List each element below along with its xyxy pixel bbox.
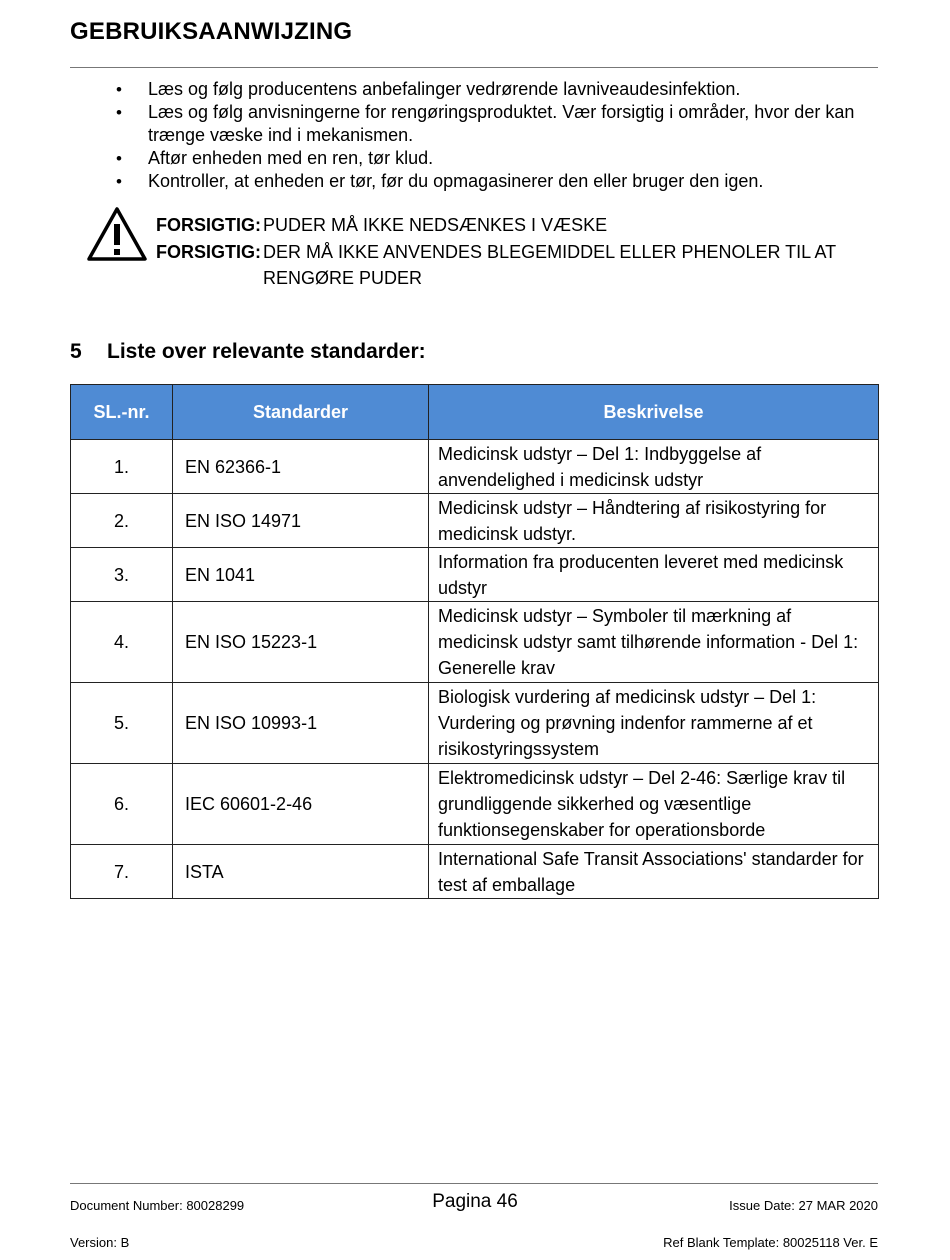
section-number: 5 — [70, 340, 82, 363]
table-row — [71, 440, 879, 494]
table-row — [71, 548, 879, 602]
row-standard: IEC 60601-2-46 — [173, 764, 429, 845]
row-number: 2. — [71, 494, 173, 548]
column-header-description: Beskrivelse — [429, 385, 879, 440]
cleaning-instructions-list — [110, 78, 878, 193]
version: Version: B — [70, 1235, 130, 1250]
row-description: Elektromedicinsk udstyr – Del 2-46: Særlige krav til grundliggende sikkerhed og væsentlige funktionsegenskaber for operationsborde — [429, 764, 879, 845]
row-description: Medicinsk udstyr – Håndtering af risikostyring for medicinsk udstyr. — [429, 494, 879, 548]
list-item: • Læs og følg anvisningerne for rengøringsproduktet. Vær forsigtig i områder, hvor der kan trænge væske ind i mekanismen. — [110, 101, 878, 147]
row-number: 1. — [71, 440, 173, 494]
footer-divider — [70, 1183, 878, 1184]
table-row — [71, 764, 879, 845]
header-divider — [70, 67, 878, 68]
section-title: Liste over relevante standarder: — [107, 340, 426, 363]
table-row — [71, 602, 879, 683]
column-header-standard: Standarder — [173, 385, 429, 440]
page-title: GEBRUIKSAANWIJZING — [70, 18, 353, 45]
list-item: • Aftør enheden med en ren, tør klud. — [110, 147, 878, 170]
issue-date: Issue Date: 27 MAR 2020 — [729, 1198, 878, 1213]
row-standard: EN ISO 14971 — [173, 494, 429, 548]
column-header-number: SL.-nr. — [71, 385, 173, 440]
row-description: Medicinsk udstyr – Symboler til mærkning af medicinsk udstyr samt tilhørende information - Del 1: Generelle krav — [429, 602, 879, 683]
table-row — [71, 683, 879, 764]
row-standard: EN 1041 — [173, 548, 429, 602]
caution-label: FORSIGTIG: — [156, 215, 261, 235]
caution-label: FORSIGTIG: — [156, 242, 261, 262]
row-standard: EN 62366-1 — [173, 440, 429, 494]
row-standard: EN ISO 15223-1 — [173, 602, 429, 683]
row-standard: EN ISO 10993-1 — [173, 683, 429, 764]
caution-text: PUDER MÅ IKKE NEDSÆNKES I VÆSKE — [263, 215, 608, 235]
row-description: Medicinsk udstyr – Del 1: Indbyggelse af anvendelighed i medicinsk udstyr — [429, 440, 879, 494]
row-description: International Safe Transit Associations' standarder for test af emballage — [429, 845, 879, 899]
row-description: Information fra producenten leveret med medicinsk udstyr — [429, 548, 879, 602]
page-number: Pagina 46 — [432, 1191, 518, 1212]
row-number: 5. — [71, 683, 173, 764]
list-item: • Kontroller, at enheden er tør, før du opmagasinerer den eller bruger den igen. — [110, 170, 878, 193]
table-header-row — [71, 385, 879, 440]
row-description: Biologisk vurdering af medicinsk udstyr – Del 1: Vurdering og prøvning indenfor rammerne af et risikostyringssystem — [429, 683, 879, 764]
warning-triangle-icon — [86, 206, 148, 262]
row-number: 4. — [71, 602, 173, 683]
section-heading — [70, 340, 426, 364]
caution-note — [156, 239, 836, 288]
template-reference: Ref Blank Template: 80025118 Ver. E — [663, 1235, 878, 1250]
row-number: 6. — [71, 764, 173, 845]
row-number: 7. — [71, 845, 173, 899]
table-row — [71, 845, 879, 899]
standards-table — [70, 384, 879, 899]
list-item: • Læs og følg producentens anbefalinger vedrørende lavniveaudesinfektion. — [110, 78, 878, 101]
caution-text: DER MÅ IKKE ANVENDES BLEGEMIDDEL ELLER PHENOLER TIL AT RENGØRE PUDER — [263, 242, 836, 288]
document-number: Document Number: 80028299 — [70, 1198, 245, 1213]
row-number: 3. — [71, 548, 173, 602]
caution-note — [156, 212, 608, 238]
table-row — [71, 494, 879, 548]
row-standard: ISTA — [173, 845, 429, 899]
